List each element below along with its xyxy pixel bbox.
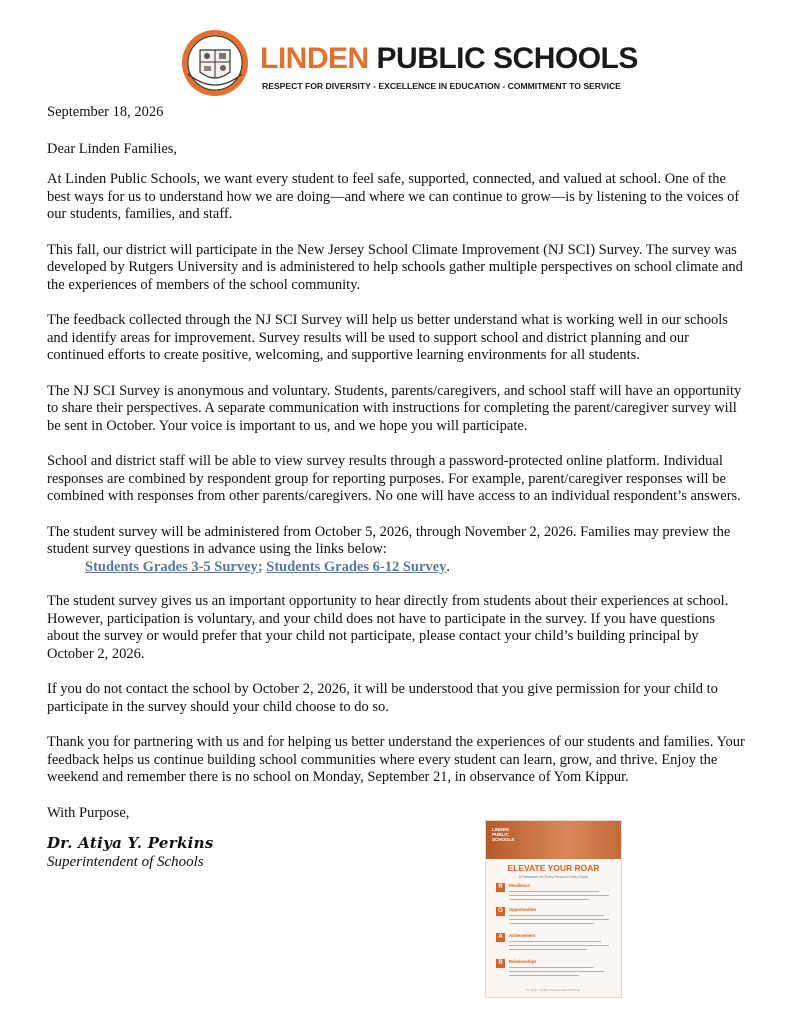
- flyer-item: [496, 907, 614, 933]
- signature-name: Dr. Atiya Y. Perkins: [47, 834, 214, 852]
- paragraph-1: At Linden Public Schools, we want every student to feel safe, supported, connected, and valued at school. One of the best ways for us to understand how we are doing—and where we can continue to grow—is by listening to the voices of our students, families, and staff.: [47, 171, 740, 222]
- paragraph-5: School and district staff will be able to view survey results through a password-protected online platform. Individual responses are combined by respondent group for reporting purposes. For example, parent/caregiver responses will be combined with responses from other parents/caregivers. No one will have access to an individual respondent’s answers.: [47, 453, 741, 504]
- flyer-text-line: [509, 899, 589, 900]
- flyer-text-line: [509, 967, 594, 968]
- district-name-part1: LINDEN: [260, 42, 369, 75]
- flyer-title: ELEVATE YOUR ROAR: [507, 863, 600, 873]
- flyer-text-line: [509, 915, 604, 916]
- flyer-text-line: [509, 945, 609, 946]
- flyer-item: [496, 933, 614, 959]
- elevate-your-roar-flyer: [485, 820, 622, 998]
- grades-3-5-survey-link[interactable]: Students Grades 3-5 Survey: [85, 558, 258, 575]
- letter-body: [47, 104, 747, 842]
- flyer-item-letter: O: [496, 907, 505, 916]
- district-name: [260, 44, 638, 74]
- flyer-brand: LINDEN PUBLIC SCHOOLS: [492, 827, 515, 842]
- paragraph-7: The student survey gives us an important opportunity to hear directly from students about their experiences at school. However, participation is voluntary, and your child does not have to participate in the survey. If you have questions about the survey or would prefer that your child not participate, please contact your child’s building principal by October 2, 2026.: [47, 593, 729, 662]
- flyer-item: [496, 883, 614, 909]
- paragraph-4: The NJ SCI Survey is anonymous and voluntary. Students, parents/caregivers, and school staff will have an opportunity to share their perspectives. A separate communication with instructions for completing the parent/caregiver survey will be sent in October. Your voice is important to us, and we hope you will participate.: [47, 382, 742, 434]
- flyer-text-line: [509, 975, 579, 976]
- closing: With Purpose,: [47, 804, 130, 821]
- paragraph-2: This fall, our district will participate in the New Jersey School Climate Improvement (NJ SCI) Survey. The survey was developed by Rutgers University and is administered to help schools gather multiple perspectives on school climate and the experiences of members of the school community.: [47, 241, 743, 293]
- flyer-item-letter: A: [496, 933, 505, 942]
- flyer-item-title: Resilience: [509, 883, 530, 888]
- school-seal-icon: [180, 28, 250, 98]
- link-end: .: [446, 558, 450, 575]
- letter-date: September 18, 2026: [47, 104, 164, 120]
- salutation: Dear Linden Families,: [47, 140, 178, 157]
- flyer-subtitle: A Framework for Every Person in Every Room: [518, 875, 589, 879]
- letterhead: [180, 28, 670, 100]
- grades-6-12-survey-link[interactable]: Students Grades 6-12 Survey: [266, 558, 447, 575]
- district-name-part2: PUBLIC SCHOOLS: [376, 42, 638, 75]
- flyer-text-line: [509, 941, 601, 942]
- flyer-text-line: [509, 949, 587, 950]
- flyer-item-title: Opportunities: [509, 907, 537, 912]
- paragraph-3: The feedback collected through the NJ SCI Survey will help us better understand what is working well in our schools and identify areas for improvement. Survey results will be used to support school and district planning and our continued efforts to create positive, welcoming, and supportive learning environments for all students.: [47, 312, 728, 363]
- flyer-item-letter: R: [496, 959, 505, 968]
- flyer-item-letter: R: [496, 883, 505, 892]
- flyer-footer: Dr. Atiya Y. Perkins, Superintendent of Schools: [526, 989, 581, 992]
- signature-title: Superintendent of Schools: [47, 854, 204, 870]
- paragraph-8: If you do not contact the school by October 2, 2026, it will be understood that you give permission for your child to participate in the survey should your child choose to do so.: [47, 681, 718, 715]
- flyer-banner: [486, 821, 621, 859]
- flyer-item: [496, 959, 614, 985]
- flyer-text-line: [509, 971, 604, 972]
- district-tagline: RESPECT FOR DIVERSITY - EXCELLENCE IN EDUCATION - COMMITMENT TO SERVICE: [262, 81, 621, 91]
- flyer-item-title: Achievement: [509, 933, 536, 938]
- flyer-text-line: [509, 895, 609, 896]
- flyer-text-line: [509, 919, 609, 920]
- paragraph-6: The student survey will be administered from October 5, 2026, through November 2, 2026. Families may preview the student survey questions in advance using the links below:: [47, 523, 731, 557]
- flyer-text-line: [509, 891, 599, 892]
- paragraph-9: Thank you for partnering with us and for helping us better understand the experiences of our students and families. Your feedback helps us continue building school communities where every student can learn, grow, and thrive. Enjoy the weekend and remember there is no school on Monday, September 21, in observance of Yom Kippur.: [47, 734, 745, 785]
- flyer-text-line: [509, 923, 594, 924]
- flyer-item-title: Relationships: [509, 959, 537, 964]
- survey-links: [85, 559, 747, 577]
- link-separator: ;: [257, 558, 267, 575]
